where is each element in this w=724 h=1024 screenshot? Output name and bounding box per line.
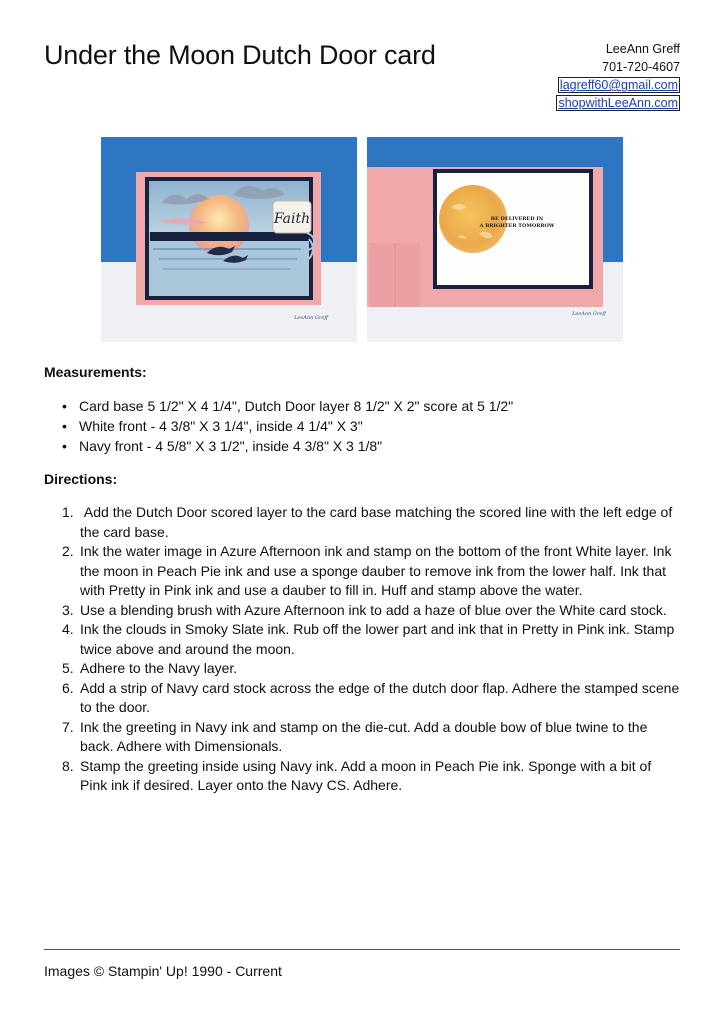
- step-text: Use a blending brush with Azure Afternoon ink to add a haze of blue over the White card stock.: [80, 601, 667, 618]
- step-text: Adhere to the Navy layer.: [80, 660, 238, 676]
- directions-list: [62, 503, 682, 796]
- step-number: 5.: [62, 660, 74, 676]
- step-text: Add the Dutch Door scored layer to the card base matching the scored line with the left edge of the card base.: [80, 504, 677, 540]
- footer-copyright: Images © Stampin' Up! 1990 - Current: [44, 963, 282, 979]
- list-item: [62, 757, 682, 796]
- measurements-heading: Measurements:: [44, 364, 147, 380]
- step-text: Ink the clouds in Smoky Slate ink. Rub off the lower part and ink that in Pretty in Pink ink. Stamp twice above and around the moon.: [80, 621, 675, 657]
- list-item: [62, 620, 682, 659]
- contact-block: [556, 40, 680, 112]
- step-number: 8.: [62, 757, 74, 774]
- list-item: • White front - 4 3/8" X 3 1/4", inside 4 1/4" X 3": [62, 416, 513, 436]
- step-text: Ink the water image in Azure Afternoon ink and stamp on the bottom of the front White layer. Ink the moon in Peach Pie ink and use a sponge dauber to remove ink from the lower half. Ink that with Pretty in Pink ink and use a dauber to fill in. Huff and stamp above the water.: [80, 543, 672, 598]
- measurements-list: [62, 396, 513, 456]
- inside-greeting-line1: BE DELIVERED IN: [490, 216, 544, 222]
- list-item: [62, 659, 682, 679]
- page-title: Under the Moon Dutch Door card: [44, 40, 436, 70]
- photo-row: [101, 137, 623, 342]
- contact-phone: 701-720-4607: [602, 60, 680, 74]
- list-item: • Navy front - 4 5/8" X 3 1/2", inside 4 3/8" X 3 1/8": [62, 436, 513, 456]
- list-item: [62, 679, 682, 718]
- step-text: Add a strip of Navy card stock across the edge of the dutch door flap. Adhere the stamped scene to the door.: [80, 679, 680, 715]
- faith-sentiment: Faith: [273, 211, 311, 227]
- inside-greeting-line2: A BRIGHTER TOMORROW: [479, 223, 555, 229]
- directions-heading: Directions:: [44, 471, 118, 487]
- contact-name: LeeAnn Greff: [605, 42, 680, 56]
- step-number: 2.: [62, 543, 74, 559]
- step-text: Stamp the greeting inside using Navy ink. Add a moon in Peach Pie ink. Sponge with a bit of Pink ink if desired. Layer onto the Navy CS. Adhere.: [80, 757, 652, 793]
- footer-divider: [44, 949, 680, 950]
- step-number: 4.: [62, 621, 74, 637]
- step-number: 6.: [62, 679, 74, 696]
- step-number: 1.: [62, 504, 74, 520]
- step-number: 3.: [62, 601, 74, 618]
- list-item: [62, 542, 682, 601]
- inside-watermark-signature: LeeAnn Greff: [572, 311, 606, 317]
- list-item: • Card base 5 1/2" X 4 1/4", Dutch Door layer 8 1/2" X 2" score at 5 1/2": [62, 396, 513, 416]
- card-inside-photo: [367, 137, 623, 342]
- step-text: Ink the greeting in Navy ink and stamp on the die-cut. Add a double bow of blue twine to the back. Adhere with Dimensionals.: [80, 718, 648, 754]
- list-item: [62, 503, 682, 542]
- front-watermark-signature: LeeAnn Greff: [294, 315, 328, 321]
- email-link[interactable]: lagreff60@gmail.com: [559, 78, 678, 92]
- list-item: [62, 601, 682, 621]
- website-link[interactable]: shopwithLeeAnn.com: [558, 96, 678, 110]
- step-number: 7.: [62, 718, 74, 735]
- list-item: [62, 718, 682, 757]
- card-front-photo: [101, 137, 357, 342]
